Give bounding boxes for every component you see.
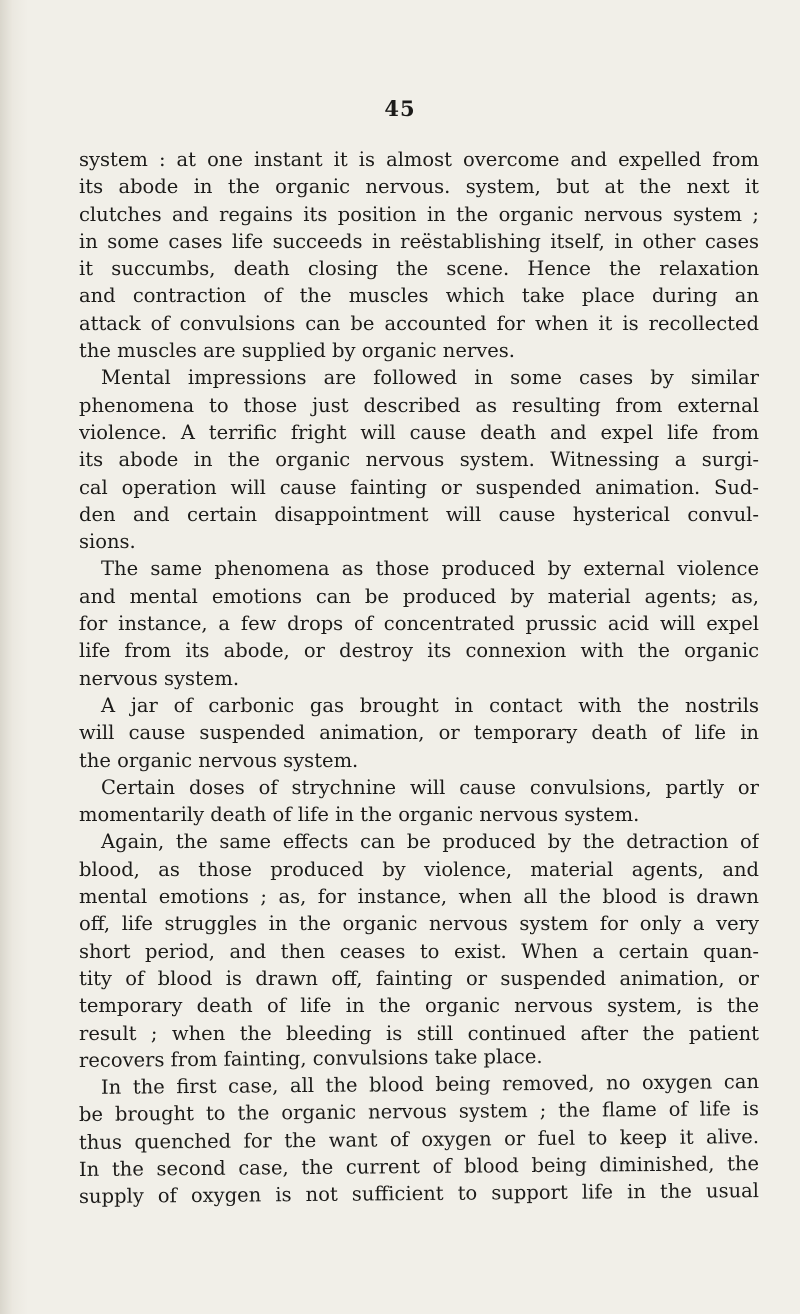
text-line: for instance, a few drops of concentrated prussic acid will expel xyxy=(79,612,759,636)
text-line: the organic nervous system. xyxy=(79,748,359,772)
text-line: Certain doses of strychnine will cause convulsions, partly or xyxy=(101,775,759,799)
text-line: recovers from fainting, convulsions take place. xyxy=(78,1044,543,1072)
page-number: 45 xyxy=(384,96,416,121)
text-line: cal operation will cause fainting or suspended animation. Sud- xyxy=(79,475,759,499)
text-line: violence. A terrific fright will cause death and expel life from xyxy=(79,420,759,444)
text-line: its abode in the organic nervous. system, but at the next it xyxy=(79,175,759,199)
text-line: system : at one instant it is almost overcome and expelled from xyxy=(79,148,759,171)
text-line: its abode in the organic nervous system. Witnessing a surgi- xyxy=(79,448,759,472)
text-line: In the first case, all the blood being removed, no oxygen can xyxy=(100,1070,760,1099)
body-text xyxy=(79,146,759,1211)
text-line: tity of blood is drawn off, fainting or suspended animation, or xyxy=(79,966,759,990)
text-line: blood, as those produced by violence, material agents, and xyxy=(79,857,759,881)
text-line: attack of convulsions can be accounted for when it is recollected xyxy=(79,311,759,335)
text-line: den and certain disappointment will cause hysterical convul- xyxy=(79,502,759,526)
text-line: A jar of carbonic gas brought in contact with the nostrils xyxy=(101,693,759,717)
text-line: momentarily death of life in the organic nervous system. xyxy=(79,803,640,827)
text-line: thus quenched for the want of oxygen or fuel to keep it alive. xyxy=(78,1124,760,1154)
page-gutter-shadow xyxy=(0,0,28,1314)
text-line: short period, and then ceases to exist. When a certain quan- xyxy=(79,939,759,963)
text-line: result ; when the bleeding is still continued after the patient xyxy=(79,1021,759,1045)
text-line: supply of oxygen is not sufficient to support life in the usual xyxy=(78,1179,760,1209)
text-line: and mental emotions can be produced by material agents; as, xyxy=(79,584,759,608)
text-line: nervous system. xyxy=(79,666,240,690)
text-line: phenomena to those just described as resulting from external xyxy=(79,393,759,417)
text-line: will cause suspended animation, or temporary death of life in xyxy=(79,721,759,745)
text-line: The same phenomena as those produced by external violence xyxy=(101,557,759,581)
text-line: In the second case, the current of blood being diminished, the xyxy=(78,1152,760,1181)
text-line: sions. xyxy=(79,530,136,554)
text-line: Again, the same effects can be produced by the detraction of xyxy=(101,830,759,854)
text-line: off, life struggles in the organic nervous system for only a very xyxy=(79,912,759,936)
text-line: clutches and regains its position in the organic nervous system ; xyxy=(79,202,759,226)
text-line: the muscles are supplied by organic nerves. xyxy=(79,339,515,363)
text-line: temporary death of life in the organic nervous system, is the xyxy=(79,994,759,1018)
text-line: and contraction of the muscles which take place during an xyxy=(79,284,759,308)
text-line: Mental impressions are followed in some cases by similar xyxy=(101,366,759,390)
text-line: in some cases life succeeds in reëstablishing itself, in other cases xyxy=(79,229,759,253)
text-line: be brought to the organic nervous system ; the flame of life is xyxy=(78,1097,760,1127)
text-line: it succumbs, death closing the scene. Hence the relaxation xyxy=(79,257,759,281)
text-line: mental emotions ; as, for instance, when all the blood is drawn xyxy=(79,885,759,909)
text-line: life from its abode, or destroy its connexion with the organic xyxy=(79,639,759,663)
